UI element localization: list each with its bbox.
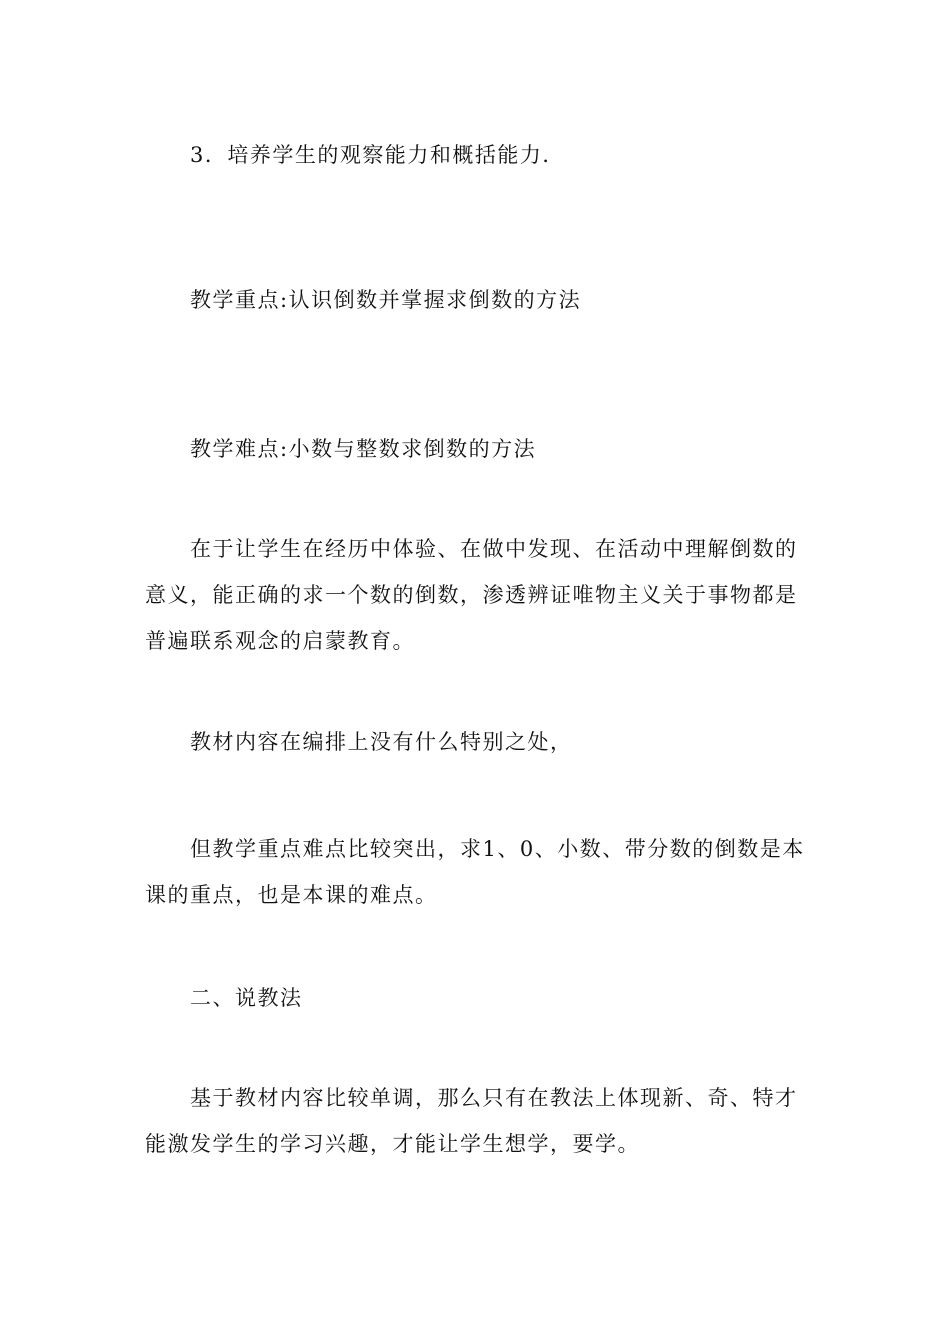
- paragraph-teaching-difficulty: 教学难点:小数与整数求倒数的方法: [190, 437, 537, 461]
- section-heading-teaching-method: 二、说教法: [190, 986, 303, 1010]
- paragraph-purpose: 在于让学生在经历中体验、在做中发现、在活动中理解倒数的意义，能正确的求一个数的倒数，渗透辨证唯物主义关于事物都是普遍联系观念的启蒙教育。: [145, 537, 798, 653]
- paragraph-teaching-focus: 教学重点:认识倒数并掌握求倒数的方法: [190, 288, 582, 312]
- paragraph-objective-3: 3．培养学生的观察能力和概括能力．: [190, 143, 565, 167]
- paragraph-material-arrangement: 教材内容在编排上没有什么特别之处，: [190, 730, 573, 754]
- paragraph-key-points: 但教学重点难点比较突出，求1、0、小数、带分数的倒数是本课的重点，也是本课的难点。: [145, 837, 805, 907]
- paragraph-teaching-method: 基于教材内容比较单调，那么只有在教法上体现新、奇、特才能激发学生的学习兴趣，才能让学生想学，要学。: [145, 1086, 798, 1156]
